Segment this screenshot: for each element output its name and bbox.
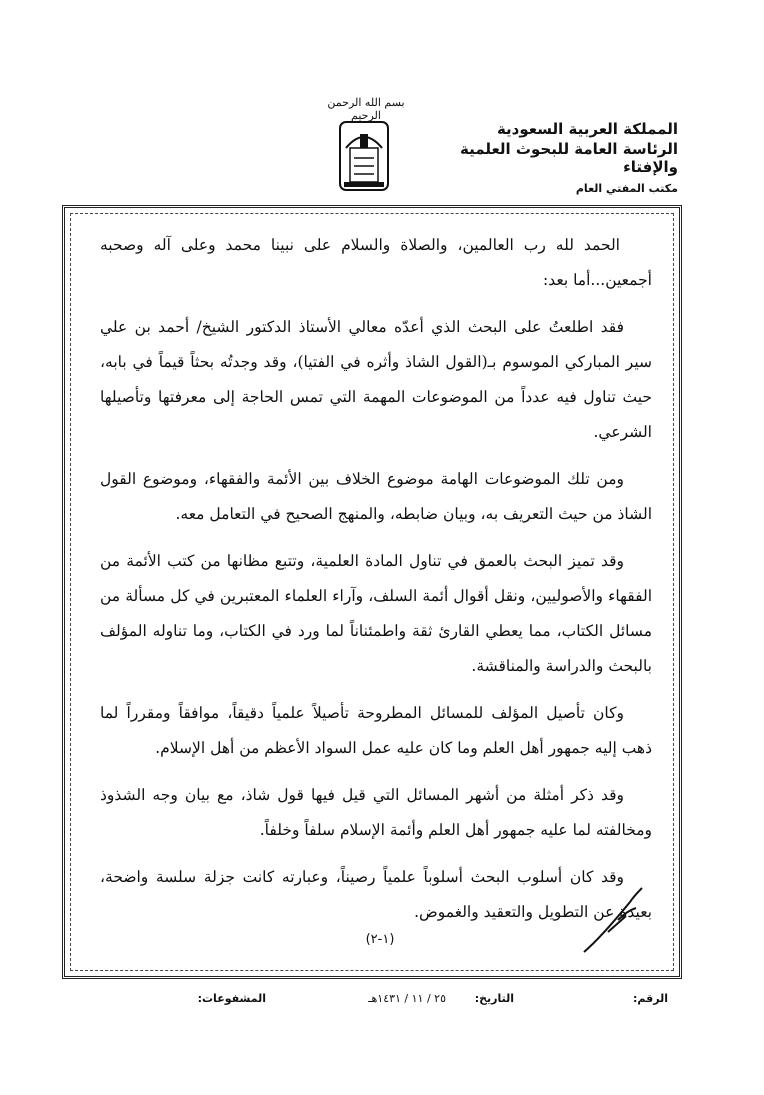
footer: [0, 992, 764, 1016]
date-label: التاريخ:: [474, 992, 514, 1005]
paragraph: فقد اطلعتُ على البحث الذي أعدّه معالي الأستاذ الدكتور الشيخ/ أحمد بن علي سير المباركي الموسوم بـ(القول الشاذ وأثره في الفتيا)، وقد وجدتُه بحثاً قيماً في بابه، حيث تناول فيه عدداً من الموضوعات المهمة التي تمس الحاجة إلى معرفتها وتأصيلها الشرعي.: [100, 318, 652, 441]
page-number: (١-٢): [365, 932, 395, 947]
paragraph: وقد كان أسلوب البحث أسلوباً علمياً رصيناً، وعبارته كانت جزلة سلسة واضحة، بعيدة عن التطويل والتعقيد والغموض.: [100, 868, 652, 921]
paragraph: ومن تلك الموضوعات الهامة موضوع الخلاف بين الأئمة والفقهاء، وموضوع القول الشاذ من حيث التعريف به، وبيان ضابطه، والمنهج الصحيح في التعامل معه.: [100, 470, 652, 523]
number-label: الرقم:: [633, 992, 668, 1005]
emblem-icon: [336, 118, 392, 194]
letterhead: [418, 120, 678, 195]
paragraph: وكان تأصيل المؤلف للمسائل المطروحة تأصيلاً علمياً دقيقاً، موافقاً ومقرراً لما ذهب إليه جمهور أهل العلم وما كان عليه عمل السواد الأعظم من أهل الإسلام.: [100, 704, 652, 757]
paragraph: وقد تميز البحث بالعمق في تناول المادة العلمية، وتتبع مظانها من كتب الأئمة من الفقهاء والأصوليين، ونقل أقوال أئمة السلف، وآراء العلماء المعتبرين في كل مسألة من مسائل الكتاب، مما يعطي القارئ ثقة واطمئناناً لما ورد في الكتاب، وما تناوله المؤلف بالبحث والدراسة والمناقشة.: [100, 552, 652, 675]
basmala: بسم الله الرحمن الرحيم: [327, 96, 405, 122]
office-name: مكتب المفتي العام: [575, 182, 678, 195]
paragraph: وقد ذكر أمثلة من أشهر المسائل التي قيل فيها قول شاذ، مع بيان وجه الشذوذ ومخالفته لما عليه جمهور أهل العلم وأئمة الإسلام سلفاً وخلفاً.: [100, 786, 652, 839]
letter-body: [100, 228, 652, 942]
date-value: ٢٥ / ١١ / ١٤٣١هـ: [368, 992, 446, 1005]
signature: [578, 880, 648, 960]
presidency-name: الرئاسة العامة للبحوث العلمية والإفتاء: [460, 140, 678, 176]
kingdom-name: المملكة العربية السعودية: [496, 120, 678, 138]
attachments-label: المشفوعات:: [197, 992, 266, 1005]
paragraph: الحمد لله رب العالمين، والصلاة والسلام على نبينا محمد وعلى آله وصحبه أجمعين...أما بعد:: [100, 236, 652, 289]
